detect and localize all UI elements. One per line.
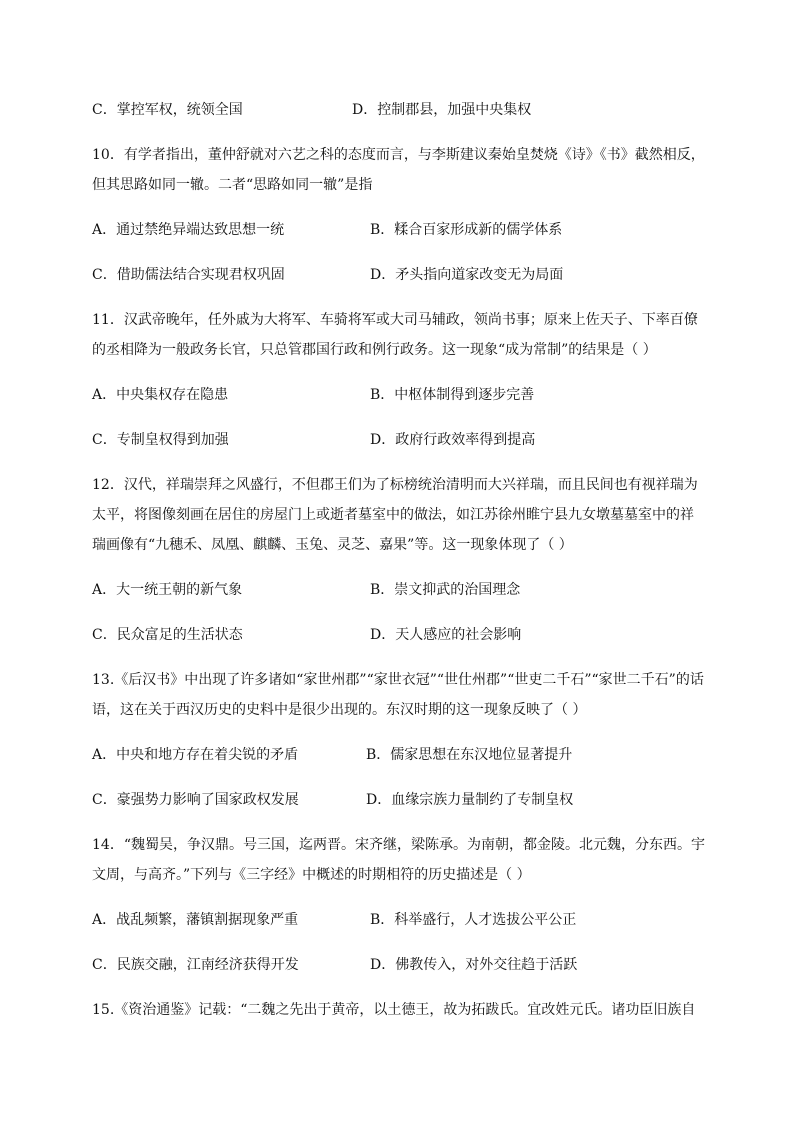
q14-option-a: A．战乱频繁，藩镇割据现象严重	[92, 912, 299, 928]
q10-option-d: D．矛头指向道家改变无为局面	[370, 267, 564, 283]
q14-stem-line-1: 14．“魏蜀吴，争汉鼎。号三国，迄两晋。宋齐继，梁陈承。为南朝，都金陵。北元魏，分东西。宇	[92, 837, 705, 853]
q10-option-b: B．糅合百家形成新的儒学体系	[370, 222, 563, 238]
q14-option-b: B．科举盛行，人才选拔公平公正	[370, 912, 577, 928]
q14-option-c: C．民族交融，江南经济获得开发	[92, 957, 299, 973]
q12-option-b: B．崇文抑武的治国理念	[370, 582, 521, 598]
q12-option-c: C．民众富足的生活状态	[92, 627, 243, 643]
q13-option-c: C．豪强势力影响了国家政权发展	[92, 792, 299, 808]
q11-stem-line-2: 的丞相降为一般政务长官，只总管郡国行政和例行政务。这一现象“成为常制”的结果是（ ）	[92, 342, 657, 358]
q10-option-a: A．通过禁绝异端达致思想一统	[92, 222, 285, 238]
q11-option-a: A．中央集权存在隐患	[92, 387, 229, 403]
q12-option-d: D．天人感应的社会影响	[370, 627, 522, 643]
q14-option-d: D．佛教传入，对外交往趋于活跃	[370, 957, 578, 973]
q10-stem-line-1: 10．有学者指出，董仲舒就对六艺之科的态度而言，与李斯建议秦始皇焚烧《诗》《书》截然相反，	[92, 147, 705, 163]
q12-stem-line-2: 太平，将图像刻画在居住的房屋门上或逝者墓室中的做法，如江苏徐州睢宁县九女墩墓墓室中的祥	[92, 507, 694, 523]
q13-stem-line-2: 语，这在关于西汉历史的史料中是很少出现的。东汉时期的这一现象反映了（ ）	[92, 702, 587, 718]
q12-option-a: A．大一统王朝的新气象	[92, 582, 243, 598]
q11-option-b: B．中枢体制得到逐步完善	[370, 387, 535, 403]
q13-stem-line-1: 13.《后汉书》中出现了许多诸如“家世州郡”“家世衣冠”“世仕州郡”“世吏二千石”“家世二千石”的话	[92, 672, 704, 688]
q11-stem-line-1: 11．汉武帝晚年，任外戚为大将军、车骑将军或大司马辅政，领尚书事；原来上佐天子、下率百僚	[92, 312, 698, 328]
q10-option-c: C．借助儒法结合实现君权巩固	[92, 267, 285, 283]
q13-option-a: A．中央和地方存在着尖锐的矛盾	[92, 747, 299, 763]
q11-option-d: D．政府行政效率得到提高	[370, 432, 536, 448]
q12-stem-line-3: 瑞画像有“九穗禾、凤凰、麒麟、玉兔、灵芝、嘉果”等。这一现象体现了（ ）	[92, 537, 573, 553]
q10-stem-line-2: 但其思路如同一辙。二者“思路如同一辙”是指	[92, 177, 373, 193]
q15-stem-line-1: 15.《资治通鉴》记载：“二魏之先出于黄帝，以土德王，故为拓跋氏。宜改姓元氏。诸功臣旧族自	[92, 1002, 696, 1018]
q13-option-b: B．儒家思想在东汉地位显著提升	[366, 747, 573, 763]
q9-option-c: C．掌控军权，统领全国	[92, 102, 243, 118]
q9-option-d: D．控制郡县，加强中央集权	[352, 102, 532, 118]
q11-option-c: C．专制皇权得到加强	[92, 432, 229, 448]
q14-stem-line-2: 文周，与高齐。”下列与《三字经》中概述的时期相符的历史描述是（ ）	[92, 867, 531, 883]
q13-option-d: D．血缘宗族力量制约了专制皇权	[366, 792, 574, 808]
q12-stem-line-1: 12．汉代，祥瑞崇拜之风盛行，不但郡王们为了标榜统治清明而大兴祥瑞，而且民间也有视祥瑞为	[92, 477, 698, 493]
